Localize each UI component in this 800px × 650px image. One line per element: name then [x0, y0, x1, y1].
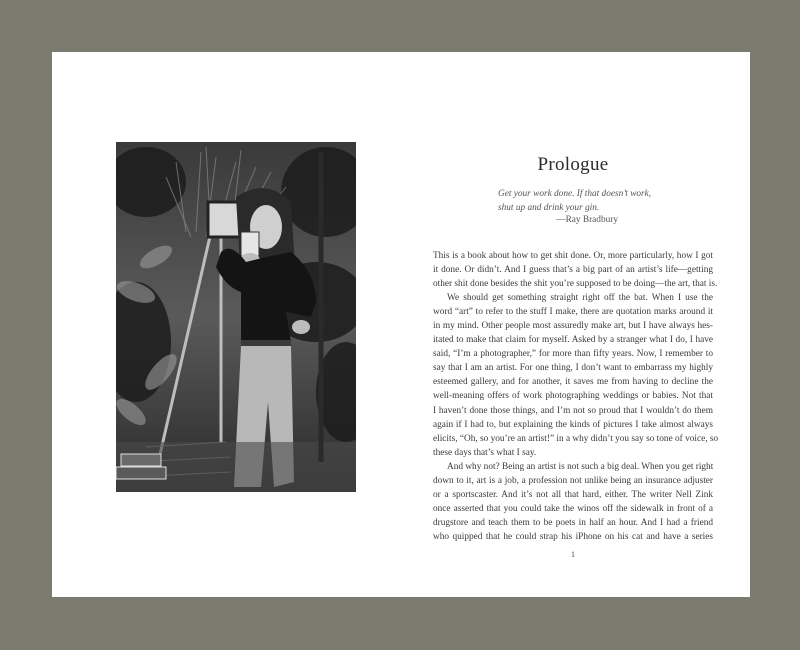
- body-line: in my mind. Other people most assuredly make art, but I have always hes-: [433, 321, 713, 332]
- body-line: elicits, “Oh, so you’re an artist!” in a why didn’t you say so tone of voice, so: [433, 433, 719, 444]
- body-line: word “art” to refer to the stuff I make, there are quotation marks around it: [433, 307, 713, 318]
- body-line: This is a book about how to get shit done. Or, more particularly, how I got: [433, 251, 713, 261]
- book-spread: [52, 52, 750, 597]
- body-text: [433, 249, 719, 544]
- body-line: it done. Or didn’t. And I guess that’s a big part of an artist’s life—getting: [433, 265, 713, 276]
- body-line: who quipped that he could strap his iPhone on his cat and have a series: [433, 531, 713, 542]
- epigraph: [498, 187, 652, 215]
- epigraph-attribution: —Ray Bradbury: [556, 215, 618, 225]
- epigraph-line: shut up and drink your gin.: [498, 203, 600, 213]
- body-line: We should get something straight right off the bat. When I use the: [447, 293, 713, 304]
- body-line: again if I had to, but explaining the kinds of pictures I take almost always: [433, 419, 713, 430]
- body-line: these days that’s what I say.: [433, 447, 537, 458]
- body-line: esteemed gallery, and for another, it saves me from having to decline the: [433, 377, 713, 388]
- body-line: I haven’t done those things, and I’m not so proud that I wouldn’t do them: [433, 405, 713, 416]
- body-line: itated to make that claim for myself. Asked by a stranger what I do, I have: [433, 335, 713, 346]
- body-line: down to it, art is a job, a profession not unlike being an insurance adjuster: [433, 475, 713, 486]
- body-line: other shit done besides the shit you’re supposed to be doing—the art, that is.: [433, 279, 718, 290]
- body-line: once asserted that you could take the winos off the sidewalk in front of a: [433, 503, 713, 514]
- body-line: And why not? Being an artist is not such a big deal. When you get right: [447, 461, 714, 472]
- body-line: drugstore and teach them to be poets in half an hour. And I had a friend: [433, 517, 713, 528]
- photograph: [116, 142, 356, 492]
- body-line: well-meaning offers of work photographing weddings or babies. Not that: [433, 391, 713, 402]
- chapter-title: Prologue: [537, 154, 609, 175]
- epigraph-line: Get your work done. If that doesn’t work,: [498, 189, 652, 199]
- body-line: said, “I’m a photographer,” for more than fifty years. Now, I remember to: [433, 349, 713, 360]
- body-line: or a sportscaster. And it’s not all that hard, either. The writer Nell Zink: [433, 489, 713, 500]
- page-number: 1: [570, 549, 576, 559]
- body-line: say that I am an artist. For one thing, I don’t want to embarrass my highly: [433, 363, 713, 374]
